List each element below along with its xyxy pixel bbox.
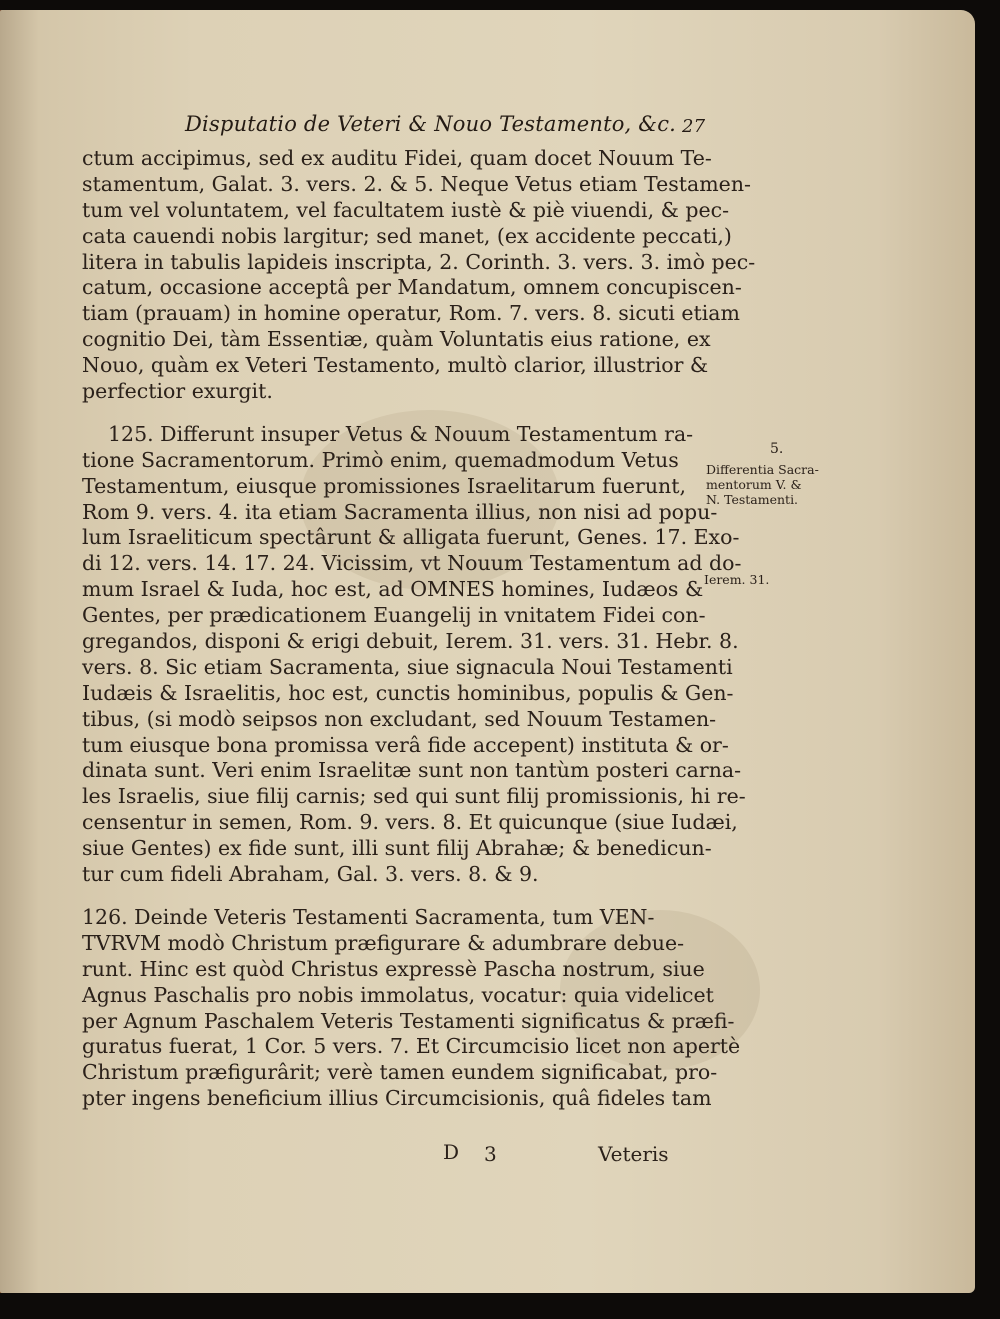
signature-number: 3 — [484, 1142, 497, 1166]
text-line: stamentum, Galat. 3. vers. 2. & 5. Neque Vetus etiam Testamen- — [82, 171, 751, 196]
signature-letter: D — [443, 1140, 460, 1164]
text-line: TVRVM modò Christum præfigurare & adumbrare debue- — [82, 930, 685, 955]
text-line: gregandos, disponi & erigi debuit, Ierem. 31. vers. 31. Hebr. 8. — [82, 629, 739, 654]
catchword: Veteris — [598, 1142, 669, 1166]
paragraph-gap — [82, 888, 702, 905]
text-line: Nouo, quàm ex Veteri Testamento, multò clarior, illustrior & — [82, 353, 709, 378]
text-line: guratus fuerat, 1 Cor. 5 vers. 7. Et Circumcisio licet non apertè — [82, 1034, 741, 1059]
text-line: Gentes, per prædicationem Euangelij in vnitatem Fidei con- — [82, 603, 706, 628]
margin-note-differentia — [706, 462, 819, 507]
page-footer — [0, 1140, 975, 1170]
paragraph-continuation — [82, 146, 756, 405]
text-line: dinata sunt. Veri enim Israelitæ sunt non tantùm posteri carna- — [82, 758, 742, 783]
text-line: catum, occasione acceptâ per Mandatum, omnem concupiscen- — [82, 275, 742, 300]
margin-note-ierem: Ierem. 31. — [704, 572, 770, 587]
text-line: 125. Differunt insuper Vetus & Nouum Testamentum ra- — [108, 421, 694, 446]
text-line: 126. Deinde Veteris Testamenti Sacramenta, tum VEN- — [82, 904, 655, 929]
text-line: ctum accipimus, sed ex auditu Fidei, quam docet Nouum Te- — [82, 146, 712, 170]
text-line: tibus, (si modò seipsos non excludant, sed Nouum Testamen- — [82, 706, 717, 731]
page-number: 27 — [682, 116, 706, 137]
text-line: Iudæis & Israelitis, hoc est, cunctis hominibus, populis & Gen- — [82, 680, 734, 705]
text-line: tiam (prauam) in homine operatur, Rom. 7. vers. 8. sicuti etiam — [82, 301, 740, 326]
text-line: pter ingens beneficium illius Circumcisionis, quâ fideles tam — [82, 1086, 712, 1111]
paragraph-125 — [82, 421, 746, 888]
text-line: Christum præfigurârit; verè tamen eundem significabat, pro- — [82, 1060, 718, 1085]
paragraph-126 — [82, 904, 741, 1112]
paragraph-gap — [82, 405, 702, 422]
text-line: tione Sacramentorum. Primò enim, quemadmodum Vetus — [82, 447, 679, 472]
text-line: tur cum fideli Abraham, Gal. 3. vers. 8. & 9. — [82, 862, 539, 887]
text-line: lum Israeliticum spectârunt & alligata fuerunt, Genes. 17. Exo- — [82, 525, 740, 550]
text-line: cognitio Dei, tàm Essentiæ, quàm Voluntatis eius ratione, ex — [82, 327, 711, 352]
text-line: litera in tabulis lapideis inscripta, 2. Corinth. 3. vers. 3. imò pec- — [82, 249, 756, 274]
text-line: Testamentum, eiusque promissiones Israelitarum fuerunt, — [82, 473, 687, 498]
text-line: perfectior exurgit. — [82, 379, 273, 404]
margin-note-number: 5. — [770, 441, 784, 457]
running-header — [185, 112, 715, 144]
text-line: Rom 9. vers. 4. ita etiam Sacramenta illius, non nisi ad popu- — [82, 499, 718, 524]
text-line: di 12. vers. 14. 17. 24. Vicissim, vt Nouum Testamentum ad do- — [82, 551, 742, 576]
margin-note-line: Differentia Sacra- — [706, 462, 819, 477]
text-line: per Agnum Paschalem Veteris Testamenti significatus & præfi- — [82, 1008, 735, 1033]
text-line: runt. Hinc est quòd Christus expressè Pascha nostrum, siue — [82, 956, 705, 981]
text-line: Agnus Paschalis pro nobis immolatus, vocatur: quia videlicet — [82, 982, 714, 1007]
text-line: censentur in semen, Rom. 9. vers. 8. Et quicunque (siue Iudæi, — [82, 810, 738, 835]
running-title: Disputatio de Veteri & Nouo Testamento, &c. — [185, 112, 677, 136]
text-line: vers. 8. Sic etiam Sacramenta, siue signacula Noui Testamenti — [82, 654, 733, 679]
text-line: tum eiusque bona promissa verâ fide accepent) instituta & or- — [82, 732, 729, 757]
margin-note-line: N. Testamenti. — [706, 492, 799, 507]
margin-note-line: mentorum V. & — [706, 477, 802, 492]
text-line: tum vel voluntatem, vel facultatem iustè & piè viuendi, & pec- — [82, 197, 730, 222]
text-line: cata cauendi nobis largitur; sed manet, (ex accidente peccati,) — [82, 223, 732, 248]
text-line: mum Israel & Iuda, hoc est, ad OMNES homines, Iudæos & — [82, 577, 704, 602]
text-line: les Israelis, siue filij carnis; sed qui sunt filij promissionis, hi re- — [82, 784, 746, 809]
text-line: siue Gentes) ex fide sunt, illi sunt filij Abrahæ; & benedicun- — [82, 836, 712, 861]
